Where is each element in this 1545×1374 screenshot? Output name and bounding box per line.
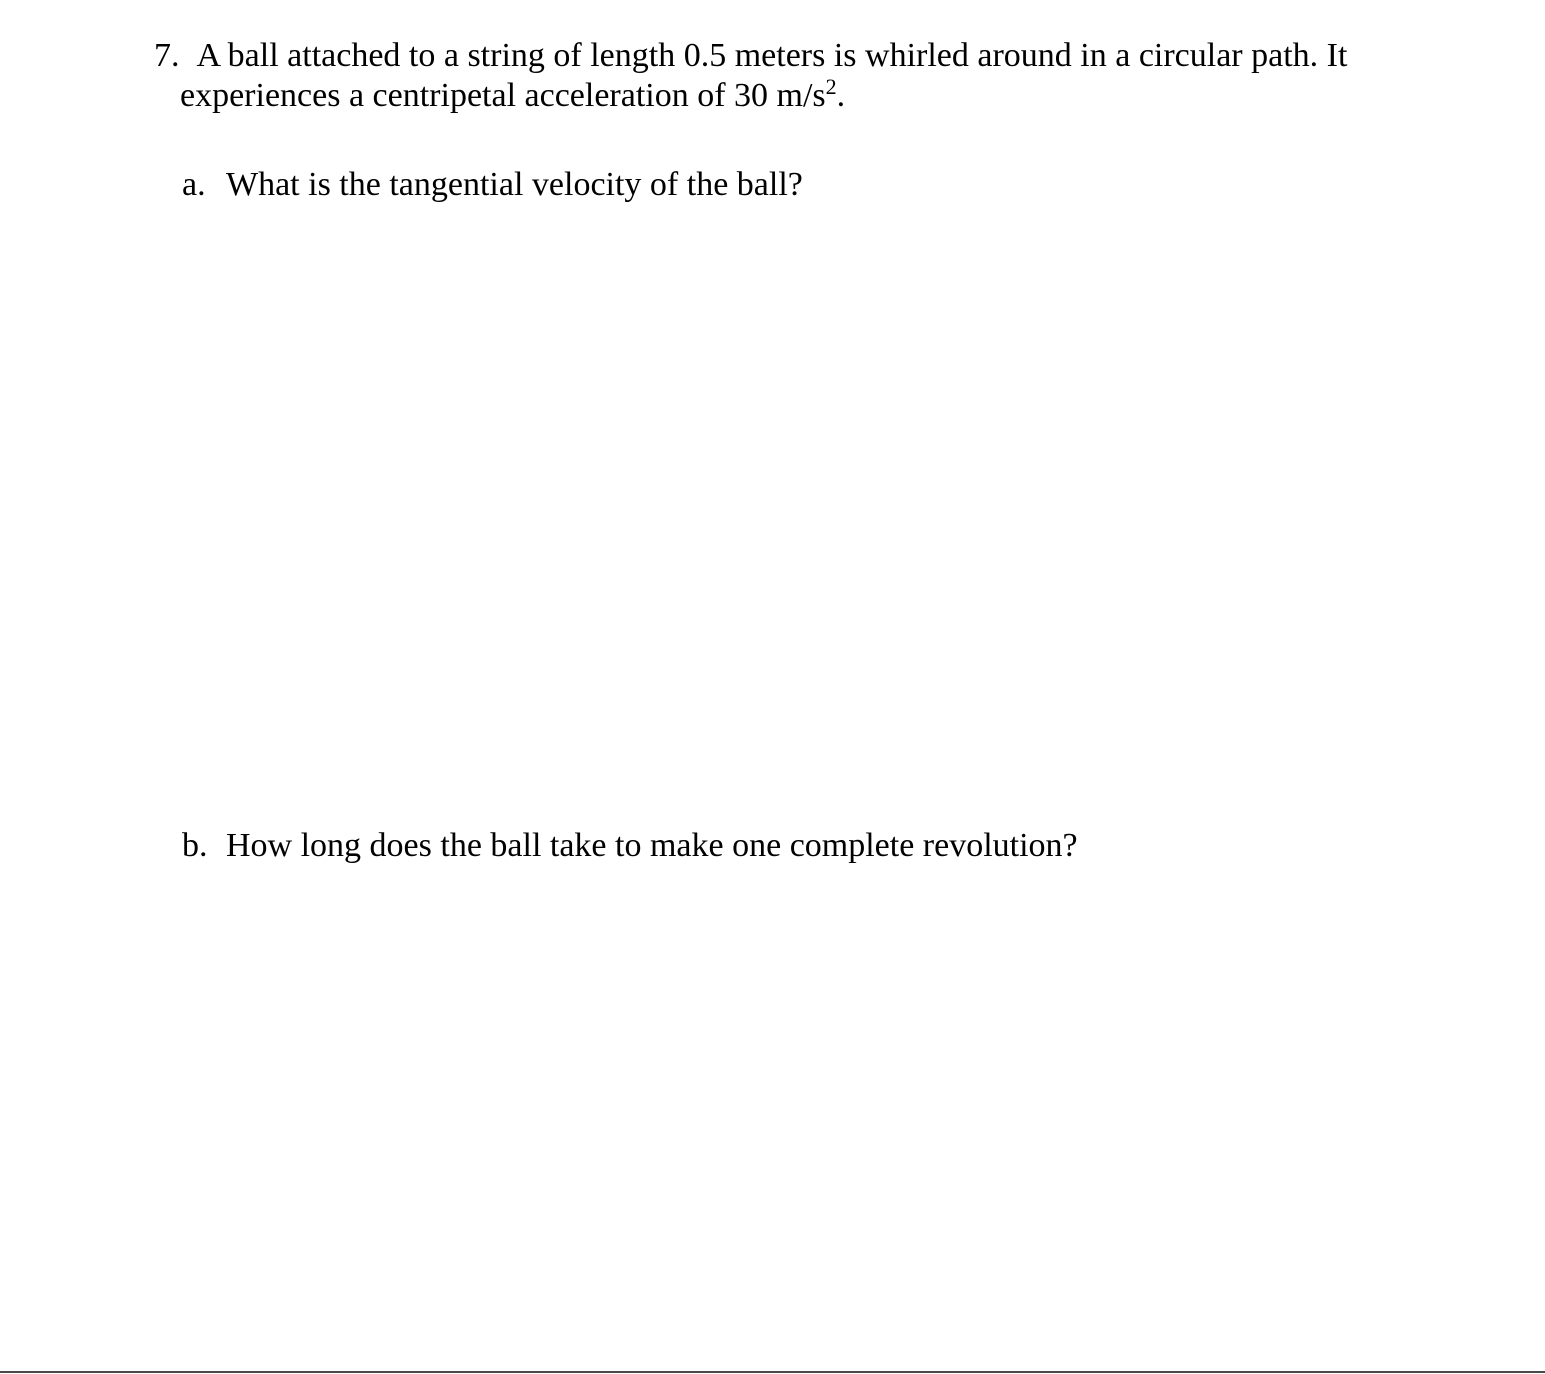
question-text-line-2: experiences a centripetal acceleration of 30 m/s: [180, 77, 826, 114]
part-a: [182, 165, 803, 205]
part-b-text: How long does the ball take to make one complete revolution?: [226, 827, 1078, 864]
exponent-superscript: 2: [825, 74, 837, 99]
question-line-1: [154, 36, 1474, 76]
question-7: [154, 36, 1474, 116]
page-bottom-rule: [0, 1371, 1545, 1373]
part-b-label: b.: [182, 827, 208, 864]
question-number: 7.: [154, 37, 180, 74]
part-a-label: a.: [182, 166, 206, 203]
question-line-2-period: .: [836, 77, 846, 114]
question-line-2: [154, 76, 1474, 116]
part-a-text: What is the tangential velocity of the ball?: [226, 166, 803, 203]
part-b: [182, 826, 1078, 866]
question-text-line-1: A ball attached to a string of length 0.5 meters is whirled around in a circular path. It: [196, 37, 1348, 74]
